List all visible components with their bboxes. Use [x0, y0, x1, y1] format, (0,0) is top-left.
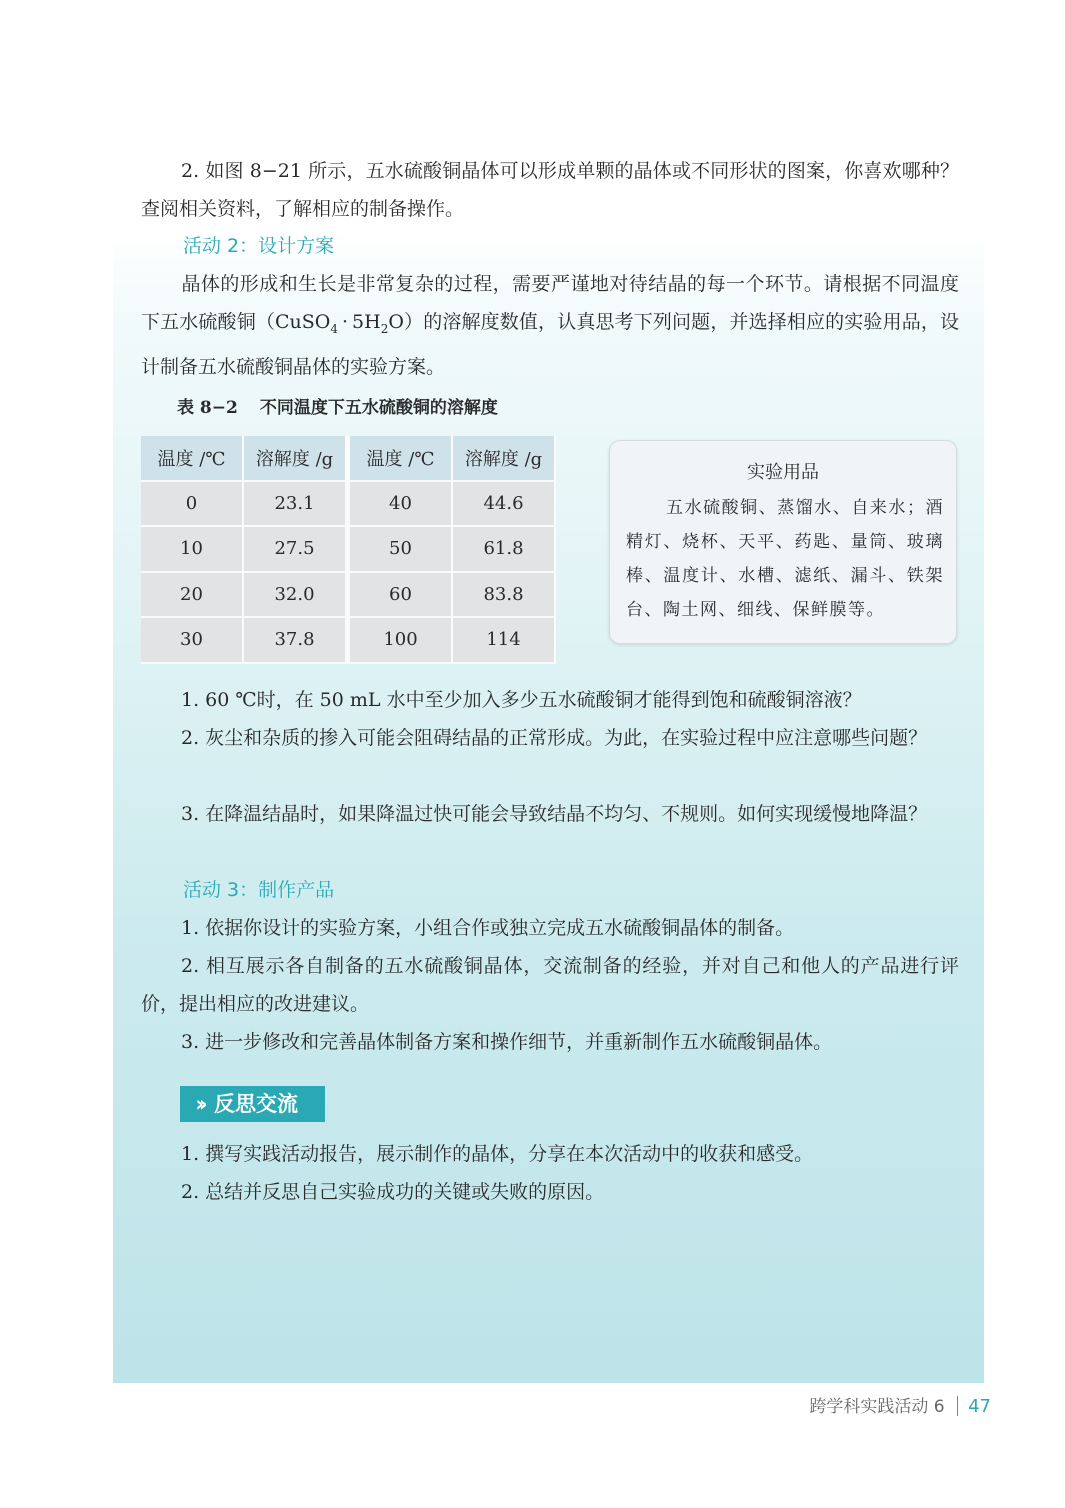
- header-cell: 温度 /℃: [348, 436, 453, 481]
- activity-3-item: 3. 进一步修改和完善晶体制备方案和操作细节，并重新制作五水硫酸铜晶体。: [181, 1031, 833, 1053]
- page-number: 47: [968, 1396, 991, 1417]
- activity-3-heading: 活动 3：制作产品: [183, 879, 335, 901]
- materials-list: 五水硫酸铜、蒸馏水、自来水；酒精灯、烧杯、天平、药匙、量筒、玻璃棒、温度计、水槽、滤纸、漏斗、铁架台、陶土网、细线、保鲜膜等。: [626, 498, 944, 620]
- activity-3-item: 2. 相互展示各自制备的五水硫酸铜晶体，交流制备的经验，并对自己和他人的产品进行评价，提出相应的改进建议。: [141, 955, 959, 1015]
- intro-question-2: 2. 如图 8−21 所示，五水硫酸铜晶体可以形成单颗的晶体或不同形状的图案，你喜欢哪种？查阅相关资料，了解相应的制备操作。: [141, 160, 959, 220]
- table-cell: 44.6: [452, 481, 555, 527]
- table-number: 表 8−2: [177, 398, 238, 418]
- table-cell: 32.0: [243, 572, 348, 618]
- table-cell: 0: [141, 481, 243, 527]
- activity-3-item: 1. 依据你设计的实验方案，小组合作或独立完成五水硫酸铜晶体的制备。: [181, 917, 795, 939]
- footer-divider: [957, 1396, 959, 1416]
- footer-section: 跨学科实践活动 6: [809, 1397, 945, 1417]
- table-cell: 23.1: [243, 481, 348, 527]
- table-cell: 61.8: [452, 526, 555, 572]
- table-row: [141, 617, 555, 663]
- table-cell: 60: [348, 572, 453, 618]
- table-row: [141, 481, 555, 527]
- table-title: 不同温度下五水硫酸铜的溶解度: [259, 398, 498, 418]
- header-cell: 溶解度 /g: [452, 436, 555, 481]
- header-cell: 温度 /℃: [141, 436, 243, 481]
- reflection-badge: ›› 反思交流: [180, 1086, 325, 1122]
- header-cell: 溶解度 /g: [243, 436, 348, 481]
- table-cell: 27.5: [243, 526, 348, 572]
- table-cell: 10: [141, 526, 243, 572]
- table-cell: 114: [452, 617, 555, 663]
- table-header-row: [141, 436, 555, 481]
- table-cell: 37.8: [243, 617, 348, 663]
- table-cell: 40: [348, 481, 453, 527]
- table-cell: 20: [141, 572, 243, 618]
- solubility-table: [141, 436, 556, 664]
- materials-title: 实验用品: [747, 462, 819, 483]
- activity-2-heading: 活动 2：设计方案: [183, 235, 335, 257]
- table-cell: 50: [348, 526, 453, 572]
- question-2: 2. 灰尘和杂质的掺入可能会阻碍结晶的正常形成。为此，在实验过程中应注意哪些问题？: [181, 727, 928, 749]
- materials-box: [609, 440, 957, 644]
- question-1: 1. 60 ℃时，在 50 mL 水中至少加入多少五水硫酸铜才能得到饱和硫酸铜溶液？: [181, 689, 862, 711]
- table-row: [141, 572, 555, 618]
- reflection-item: 2. 总结并反思自己实验成功的关键或失败的原因。: [181, 1181, 605, 1203]
- reflection-item: 1. 撰写实践活动报告，展示制作的晶体，分享在本次活动中的收获和感受。: [181, 1143, 814, 1165]
- table-row: [141, 526, 555, 572]
- double-chevron-right-icon: ››: [195, 1092, 203, 1116]
- table-cell: 30: [141, 617, 243, 663]
- question-3: 3. 在降温结晶时，如果降温过快可能会导致结晶不均匀、不规则。如何实现缓慢地降温？: [181, 803, 928, 825]
- table-cell: 83.8: [452, 572, 555, 618]
- page-footer: [809, 1395, 991, 1419]
- table-caption: [177, 394, 498, 422]
- table-cell: 100: [348, 617, 453, 663]
- activity-2-paragraph: 晶体的形成和生长是非常复杂的过程，需要严谨地对待结晶的每一个环节。请根据不同温度下五水硫酸铜（CuSO$_4$ · $5H_2O$）的溶解度数值，认真思考下列问题，并选择相应的实验用品，设计制备五水硫酸铜晶体的实验方案。: [141, 273, 959, 378]
